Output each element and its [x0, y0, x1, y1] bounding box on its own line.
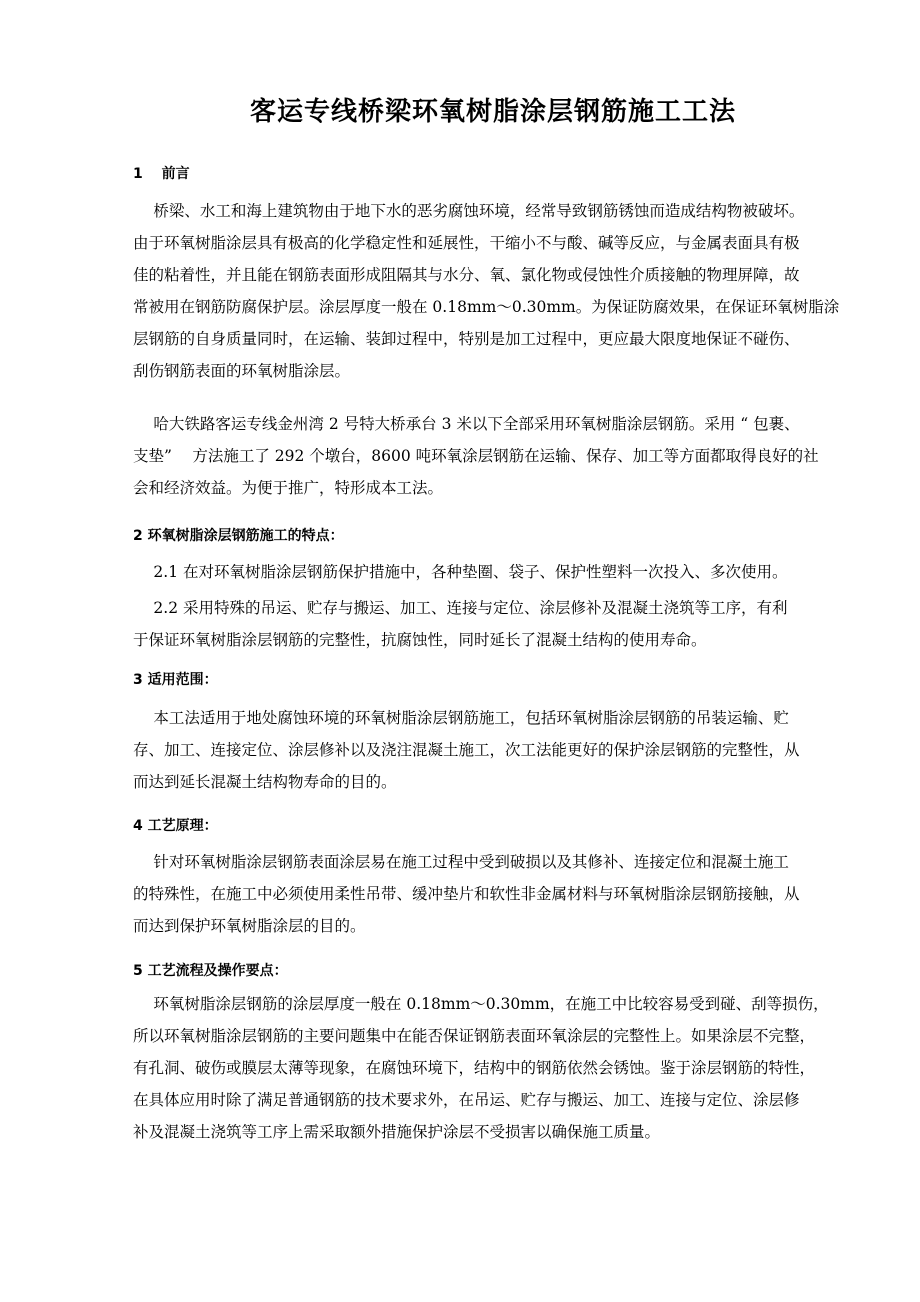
- section-4-paragraph-1: [133, 846, 833, 942]
- paragraph-line: 有孔洞、破伤或膜层太薄等现象，在腐蚀环境下，结构中的钢筋依然会锈蚀。鉴于涂层钢筋的特性，: [133, 1059, 816, 1077]
- section-heading-1: 1 前言: [133, 166, 190, 182]
- paragraph-line: 环氧树脂涂层钢筋的涂层厚度一般在 0.18mm～0.30mm，在施工中比较容易受到碰、刮等损伤，: [133, 995, 829, 1013]
- paragraph-line: 会和经济效益。为便于推广，特形成本工法。: [133, 479, 444, 497]
- paragraph-line: 所以环氧树脂涂层钢筋的主要问题集中在能否保证钢筋表面环氧涂层的完整性上。如果涂层不完整，: [133, 1027, 816, 1045]
- paragraph-line: 佳的粘着性，并且能在钢筋表面形成阻隔其与水分、氧、氯化物或侵蚀性介质接触的物理屏障，故: [133, 266, 800, 284]
- paragraph-line: 2.1 在对环氧树脂涂层钢筋保护措施中，各种垫圈、袋子、保护性塑料一次投入、多次使用。: [133, 563, 788, 581]
- paragraph-line: 在具体应用时除了满足普通钢筋的技术要求外，在吊运、贮存与搬运、加工、连接与定位、涂层修: [133, 1091, 800, 1109]
- paragraph-line: 补及混凝土浇筑等工序上需采取额外措施保护涂层不受损害以确保施工质量。: [133, 1123, 661, 1141]
- section-3-paragraph-1: [133, 702, 833, 798]
- paragraph-line: 桥梁、水工和海上建筑物由于地下水的恶劣腐蚀环境，经常导致钢筋锈蚀而造成结构物被破坏。: [133, 202, 805, 220]
- section-5-paragraph-1: [133, 988, 833, 1148]
- section-heading-2: 2 环氧树脂涂层钢筋施工的特点：: [133, 528, 344, 544]
- paragraph-line: 支垫” 方法施工了 292 个墩台，8600 吨环氧涂层钢筋在运输、保存、加工等方面都取得良好的社: [133, 447, 819, 465]
- section-2-paragraph-2: [133, 592, 833, 656]
- paragraph-line: 哈大铁路客运专线金州湾 2 号特大桥承台 3 米以下全部采用环氧树脂涂层钢筋。采用 “ 包裹、: [133, 415, 800, 433]
- section-heading-4: 4 工艺原理：: [133, 818, 218, 834]
- paragraph-line: 刮伤钢筋表面的环氧树脂涂层。: [133, 362, 351, 380]
- paragraph-line: 针对环氧树脂涂层钢筋表面涂层易在施工过程中受到破损以及其修补、连接定位和混凝土施工: [133, 853, 789, 871]
- section-1-paragraph-1: [133, 195, 840, 387]
- paragraph-line: 于保证环氧树脂涂层钢筋的完整性，抗腐蚀性，同时延长了混凝土结构的使用寿命。: [133, 631, 707, 649]
- paragraph-line: 由于环氧树脂涂层具有极高的化学稳定性和延展性，干缩小不与酸、碱等反应，与金属表面具有极: [133, 234, 800, 252]
- paragraph-line: 本工法适用于地处腐蚀环境的环氧树脂涂层钢筋施工，包括环氧树脂涂层钢筋的吊装运输、贮: [133, 709, 789, 727]
- document-title: 客运专线桥梁环氧树脂涂层钢筋施工工法: [249, 97, 736, 127]
- paragraph-line: 而达到延长混凝土结构物寿命的目的。: [133, 773, 397, 791]
- section-2-paragraph-1: [133, 556, 833, 588]
- section-1-paragraph-2: [133, 408, 833, 504]
- section-heading-3: 3 适用范围：: [133, 672, 218, 688]
- section-heading-5: 5 工艺流程及操作要点：: [133, 963, 288, 979]
- paragraph-line: 而达到保护环氧树脂涂层的目的。: [133, 917, 366, 935]
- paragraph-line: 层钢筋的自身质量同时，在运输、装卸过程中，特别是加工过程中，更应最大限度地保证不碰伤、: [133, 330, 800, 348]
- paragraph-line: 存、加工、连接定位、涂层修补以及浇注混凝土施工，次工法能更好的保护涂层钢筋的完整性，从: [133, 741, 800, 759]
- paragraph-line: 常被用在钢筋防腐保护层。涂层厚度一般在 0.18mm～0.30mm。为保证防腐效果，在保证环氧树脂涂: [133, 298, 840, 316]
- paragraph-line: 的特殊性，在施工中必须使用柔性吊带、缓冲垫片和软性非金属材料与环氧树脂涂层钢筋接触，从: [133, 885, 800, 903]
- paragraph-line: 2.2 采用特殊的吊运、贮存与搬运、加工、连接与定位、涂层修补及混凝土浇筑等工序，有利: [133, 599, 788, 617]
